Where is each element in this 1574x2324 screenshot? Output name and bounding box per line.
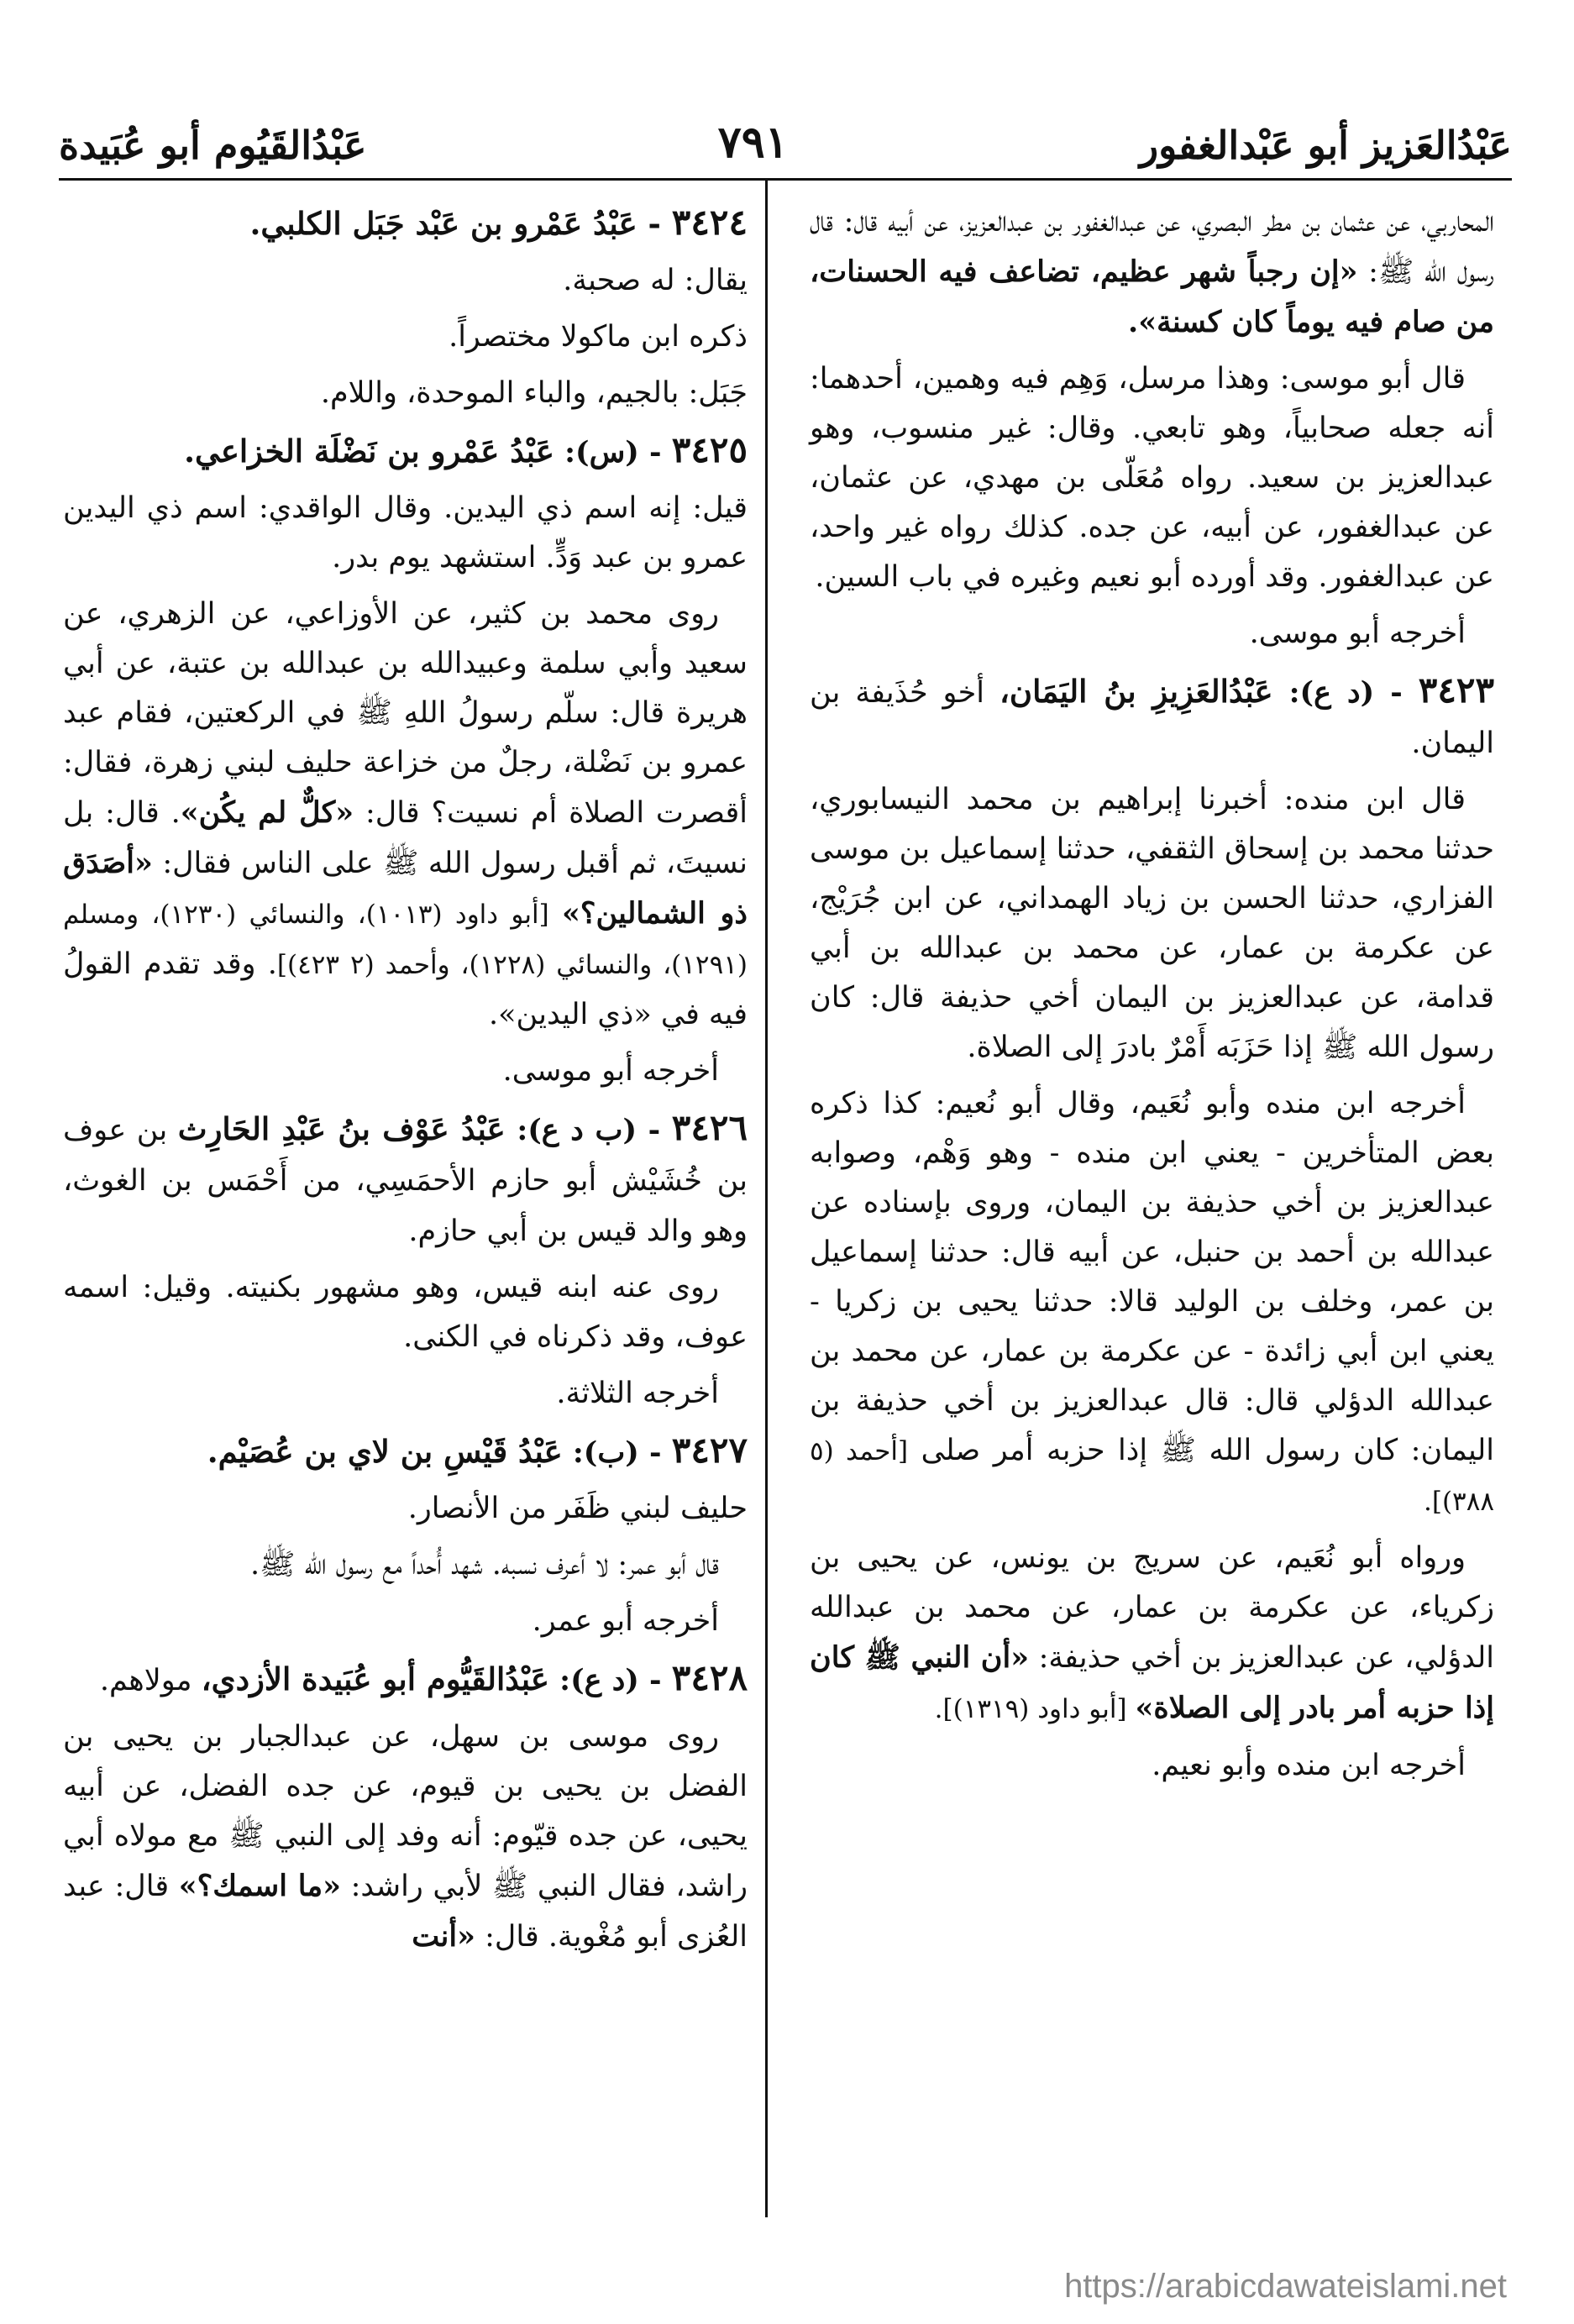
entry-name: عَبْدُ عَوْف بنُ عَبْدِ الحَارِث: [177, 1110, 506, 1147]
hadith-quote: «إن رجباً شهر عظيم، تضاعف فيه الحسنات، من صام فيه يوماً كان كسنة».: [810, 254, 1494, 339]
left-column: [63, 197, 748, 1969]
hadith-quote: «ما اسمك؟»: [178, 1869, 341, 1903]
entry-name: عَبْدُالعَزِيزِ بنُ اليَمَان،: [999, 673, 1273, 710]
text: ورواه أبو نُعَيم، عن سريج بن يونس، عن يحيى بن زكرياء، عن عكرمة بن عمار، عن محمد بن عبدالله الدؤلي، عن عبدالعزيز بن أخي حذيفة:: [810, 1541, 1494, 1675]
paragraph: قيل: إنه اسم ذي اليدين. وقال الواقدي: اسم ذي اليدين عمرو بن عبد وَدٍّ. استشهد يوم بدر.: [63, 491, 748, 574]
entry-code: - (ب):: [562, 1435, 672, 1470]
entry-code: - (د ع):: [548, 1663, 672, 1697]
entry-number: ٣٤٢٣: [1418, 669, 1495, 711]
running-title-right: عَبْدُالعَزيز أبو عَبْدالغفور: [1139, 123, 1512, 168]
paragraph: أخرجه أبو عمر.: [532, 1604, 719, 1638]
text: روى موسى بن سهل، عن عبدالجبار بن يحيى بن الفضل بن يحيى بن قيوم، عن جده الفضل، عن أبيه يحيى، عن جده قيّوم: أنه وفد إلى النبي ﷺ مع مولاه أبي راشد، فقال النبي ﷺ لأبي راشد:: [63, 1720, 748, 1903]
paragraph: أخرجه أبو موسى.: [502, 1054, 719, 1088]
paragraph: قال أبو عمر: لا أعرف نسبه. شهد أُحداً مع رسول الله ﷺ.: [249, 1548, 719, 1582]
entry-code: - (س):: [554, 435, 672, 470]
paragraph: قال أبو موسى: وهذا مرسل، وَهِم فيه وهمين، أحدهما: أنه جعله صحابياً، وهو تابعي. وقال: غير منسوب، وهو عبدالعزيز بن سعيد. رواه مُعَلّى بن مهدي، عن عثمان، عن عبدالغفور، عن أبيه، عن جده. كذلك رواه غير واحد، عن عبدالغفور. وقد أورده أبو نعيم وغيره في باب السين.: [810, 362, 1494, 594]
watermark-url: https://arabicdawateislami.net: [1064, 2268, 1507, 2305]
paragraph: أخرجه أبو موسى.: [1249, 616, 1466, 650]
reference: [أبو داود (١٠١٣)، والنسائي (١٢٣٠)، ومسلم (١٢٩١)، والنسائي (١٢٢٨)، وأحمد (٢ ٤٢٣)]: [63, 900, 748, 980]
paragraph: يقال: له صحبة.: [563, 264, 748, 297]
entry-3425-heading: [63, 425, 748, 477]
header-rule: [59, 178, 1512, 181]
entry-name: عَبْدُالقَيُّوم أبو عُبَيدة الأزدي،: [201, 1660, 549, 1697]
entry-rest: أخو حُذَيفة بن اليمان.: [810, 676, 1494, 760]
text: . وقد تقدم القولُ فيه في «ذي اليدين».: [63, 947, 748, 1031]
text: روى محمد بن كثير، عن الأوزاعي، عن الزهري، عن سعيد وأبي سلمة وعبيدالله بن عبدالله بن عتبة، عن أبي هريرة قال: سلّم رسولُ اللهِ ﷺ في الركعتين، فقام عبد عمرو بن نَضْلة، رجلٌ من خزاعة حليف لبني زهرة، فقال: أقصرت الصلاة أم نسيت؟ قال:: [63, 597, 748, 830]
entry-name: - عَبْدُ عَمْرو بن عَبْد جَبَل الكلبي.: [249, 205, 672, 242]
paragraph: [810, 1534, 1494, 1734]
text: . قال: بل نسيتَ، ثم أقبل رسول الله ﷺ على الناس فقال:: [63, 796, 748, 880]
entry-number: ٣٤٢٨: [671, 1657, 748, 1698]
entry-rest: مولاهم.: [99, 1664, 202, 1697]
entry-3427-heading: [63, 1425, 748, 1477]
paragraph: جَبَل: بالجيم، والباء الموحدة، واللام.: [320, 376, 748, 410]
reference: [أبو داود (١٣١٩)].: [934, 1694, 1136, 1724]
paragraph: روى عنه ابنه قيس، وهو مشهور بكنيته. وقيل: اسمه عوف، وقد ذكرناه في الكنى.: [63, 1271, 748, 1354]
hadith-quote: «أنت: [412, 1919, 475, 1954]
paragraph: [810, 1079, 1494, 1527]
reference: [أحمد (٥ ٣٨٨)].: [810, 1436, 1494, 1517]
page-number: ٧٩١: [717, 117, 789, 168]
entry-code: - (ب د ع):: [505, 1113, 672, 1147]
paragraph: أخرجه ابن منده وأبو نعيم.: [1152, 1749, 1466, 1782]
entry-name: عَبْدُ عَمْرو بن نَضْلَة الخزاعي.: [184, 433, 554, 470]
entry-rest: بن عوف بن خُشَيْش أبو حازم الأحمَسِي، من أَحْمَس بن الغوث، وهو والد قيس بن أبي حازم.: [63, 1114, 748, 1248]
text: المحاربي، عن عثمان بن مطر البصري، عن عبدالغفور بن عبدالعزيز، عن أبيه قال: قال رسول الله ﷺ:: [810, 205, 1494, 289]
entry-3426-heading: [63, 1103, 748, 1256]
paragraph: قال ابن منده: أخبرنا إبراهيم بن محمد النيسابوري، حدثنا محمد بن إسحاق الثقفي، حدثنا إسماعيل بن موسى الفزاري، حدثنا الحسن بن زياد الهمداني، عن ابن جُرَيْج، عن عكرمة بن عمار، عن محمد بن عبدالله بن أبي قدامة، عن عبدالعزيز بن اليمان أخي حذيفة قال: كان رسول الله ﷺ إذا حَزَبَه أَمْرٌ بادرَ إلى الصلاة.: [810, 783, 1494, 1064]
paragraph: [63, 590, 748, 1040]
entry-number: ٣٤٢٧: [671, 1430, 748, 1471]
hadith-quote: «أصَدَق ذو الشمالين؟»: [63, 846, 748, 931]
column-divider: [765, 181, 768, 2217]
entry-number: ٣٤٢٤: [671, 202, 748, 243]
hadith-quote: «أن النبي ﷺ كان إذا حزبه أمر بادر إلى الصلاة»: [810, 1640, 1494, 1725]
entry-3428-heading: [63, 1653, 748, 1706]
hadith-quote: «كلٌّ لم يكُن»: [180, 795, 354, 830]
entry-code: - (د ع):: [1272, 675, 1403, 710]
text: أخرجه ابن منده وأبو نُعَيم، وقال أبو نُعيم: كذا ذكره بعض المتأخرين - يعني ابن منده - وهو وَهْم، وصوابه عبدالعزيز بن أخي حذيفة بن اليمان، وروى بإسناده عن عبدالله بن أحمد بن حنبل، عن أبيه قال: حدثنا إسماعيل بن عمر، وخلف بن الوليد قالا: حدثنا يحيى بن زكريا - يعني ابن أبي زائدة - عن عكرمة بن عمار، عن محمد بن عبدالله الدؤلي قال: قال عبدالعزيز بن أخي حذيفة بن اليمان: كان رسول الله ﷺ إذا حزبه أمر صلى: [810, 1087, 1495, 1467]
entry-name: عَبْدُ قَيْسِ بن لاي بن عُصَيْم.: [207, 1433, 563, 1470]
paragraph: ذكره ابن ماكولا مختصراً.: [449, 320, 748, 354]
paragraph: حليف لبني ظَفَر من الأنصار.: [407, 1492, 748, 1525]
running-title-left: عَبْدُالقَيُوم أبو عُبَيدة: [59, 123, 367, 168]
entry-3424-heading: [63, 197, 748, 249]
page-header: [59, 101, 1512, 168]
entry-3423-heading: [810, 665, 1494, 769]
paragraph: أخرجه الثلاثة.: [556, 1377, 719, 1410]
paragraph: [63, 1713, 748, 1962]
right-column: [810, 197, 1494, 1797]
paragraph: [810, 197, 1494, 348]
entry-number: ٣٤٢٥: [671, 429, 748, 470]
text: قال: عبد العُزى أبو مُغْوية. قال:: [63, 1870, 748, 1954]
entry-number: ٣٤٢٦: [671, 1107, 748, 1148]
